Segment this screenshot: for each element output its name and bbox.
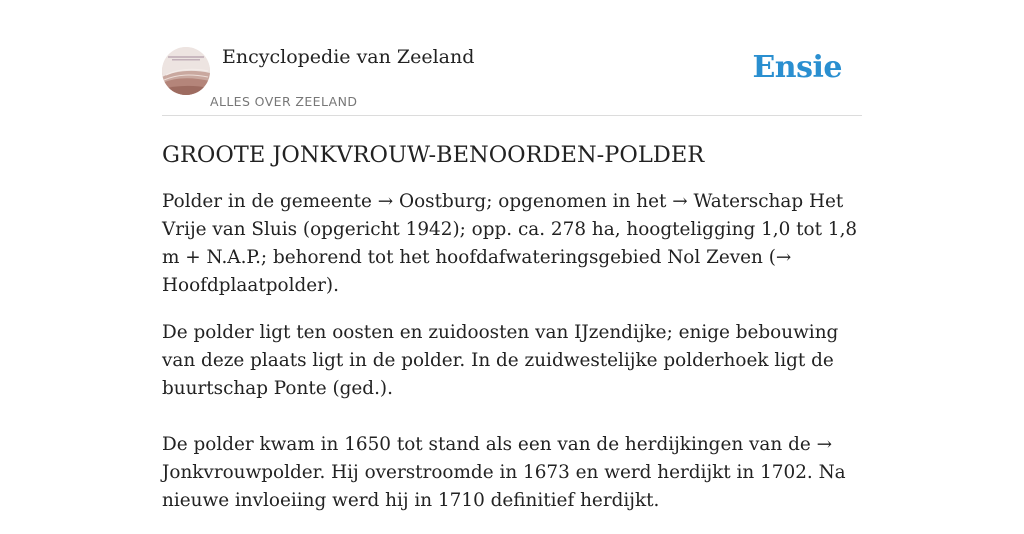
text: De polder kwam in 1650 tot stand als een van de herdijkingen van de: [162, 434, 817, 455]
text: Polder in de gemeente: [162, 191, 378, 212]
text: ).: [325, 275, 339, 296]
site-avatar[interactable]: [162, 47, 210, 95]
paragraph-spacer: [162, 403, 862, 431]
article-paragraph-2: De polder ligt ten oosten en zuidoosten van IJzendijke; enige bebouwing van deze plaats ligt in de polder. In de zuidwestelijke polderhoek ligt de buurtschap Ponte (ged.).: [162, 322, 839, 399]
link-oostburg[interactable]: → Oostburg: [377, 191, 487, 212]
site-subtitle[interactable]: ALLES OVER ZEELAND: [210, 94, 358, 109]
site-title[interactable]: Encyclopedie van Zeeland: [222, 46, 475, 68]
link-hoofdplaatpolder[interactable]: → Hoofdplaatpolder: [162, 247, 792, 296]
article-paragraph-1: [162, 188, 862, 300]
article: [162, 138, 862, 534]
site-header: [162, 44, 862, 116]
article-paragraph-3: [162, 431, 862, 515]
link-waterschap-het-vrije-van-sluis[interactable]: → Waterschap Het Vrije van Sluis: [162, 191, 844, 240]
text: ; opgenomen in het: [486, 191, 673, 212]
book-pages-icon: [162, 47, 210, 95]
ensie-logo-link[interactable]: Ensie: [752, 50, 842, 85]
text: . Hij overstroomde in 1673 en werd herdijkt in 1702. Na nieuwe invloeiing werd hij in 1710 definitief herdijkt.: [162, 462, 846, 511]
text: (opgericht 1942); opp. ca. 278 ha, hoogteligging 1,0 tot 1,8 m + N.A.P.; behorend tot het hoofdafwateringsgebied Nol Zeven (: [162, 219, 858, 268]
article-title: GROOTE JONKVROUW-BENOORDEN-POLDER: [162, 142, 705, 168]
link-jonkvrouwpolder[interactable]: → Jonkvrouwpolder: [162, 434, 832, 483]
